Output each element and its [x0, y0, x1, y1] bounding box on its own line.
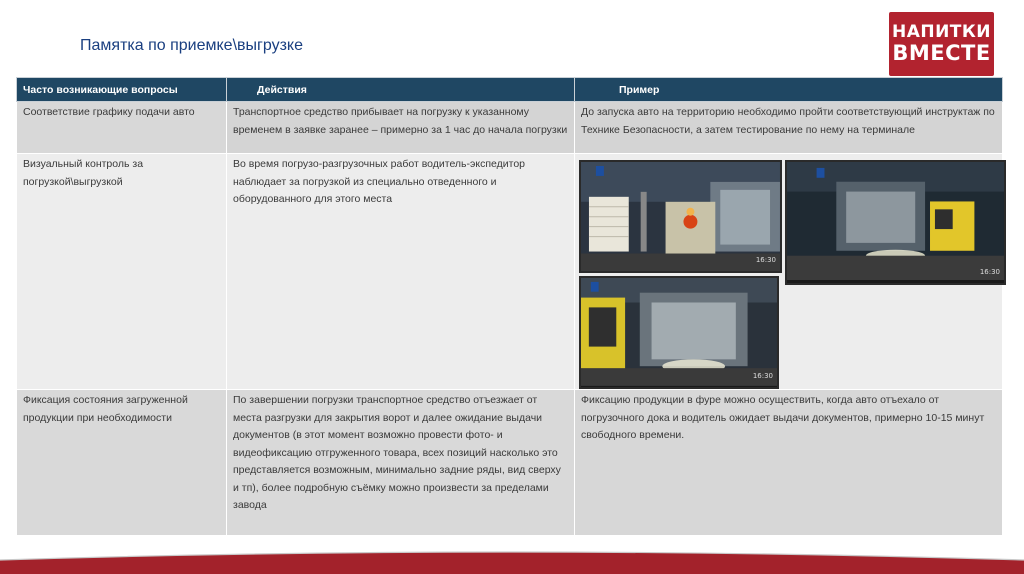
header-actions: Действия — [227, 78, 575, 102]
example-cell: Фиксацию продукции в фуре можно осуществить, когда авто отъехало от погрузочного дока и водитель ожидает выдачи документов, примерно 10-15 минут свободного времени. — [575, 390, 1003, 536]
loading-photo-1 — [579, 160, 782, 273]
warehouse-scene-2 — [787, 162, 1004, 280]
decorative-bottom-bar — [0, 548, 1024, 574]
action-cell: Транспортное средство прибывает на погрузку к указанному временем в заявке заранее – примерно за 1 час до начала погрузки — [227, 102, 575, 154]
memo-table — [16, 77, 1003, 536]
table-header-row — [17, 78, 1003, 102]
warehouse-scene-3 — [581, 278, 777, 386]
photo-gallery — [581, 156, 1000, 386]
timestamp-label: 16:30 — [979, 267, 1000, 276]
table-row — [17, 102, 1003, 154]
table-row — [17, 390, 1003, 536]
example-cell: До запуска авто на территорию необходимо пройти соответствующий инструктаж по Технике Безопасности, а затем тестирование по нему на терминале — [575, 102, 1003, 154]
brand-logo — [889, 12, 994, 76]
table-row — [17, 154, 1003, 390]
header-questions: Часто возникающие вопросы — [17, 78, 227, 102]
question-cell: Соответствие графику подачи авто — [17, 102, 227, 154]
loading-photo-2 — [785, 160, 1006, 285]
header-example: Пример — [575, 78, 1003, 102]
warehouse-scene-1 — [581, 162, 780, 271]
page-title: Памятка по приемке\выгрузке — [80, 37, 303, 54]
logo-line-2: ВМЕСТЕ — [892, 40, 991, 65]
timestamp-label: 16:30 — [752, 371, 773, 380]
action-cell: Во время погрузо-разгрузочных работ водитель-экспедитор наблюдает за погрузкой из специально отведенного и оборудованного для этого места — [227, 154, 575, 390]
logo-line-1: НАПИТКИ — [891, 22, 992, 43]
question-cell: Фиксация состояния загруженной продукции при необходимости — [17, 390, 227, 536]
question-cell: Визуальный контроль за погрузкой\выгрузкой — [17, 154, 227, 390]
example-photos-cell — [575, 154, 1003, 390]
action-cell: По завершении погрузки транспортное средство отъезжает от места разгрузки для закрытия ворот и далее ожидание выдачи документов (в этот момент возможно провести фото- и видеофиксацию отгруженного товара, всех позиций насколько это представляется возможным, минимально задние ряды, вид сверху и тп), более подробную съёмку можно произвести за пределами завода — [227, 390, 575, 536]
loading-photo-3 — [579, 276, 779, 389]
timestamp-label: 16:30 — [755, 255, 776, 264]
